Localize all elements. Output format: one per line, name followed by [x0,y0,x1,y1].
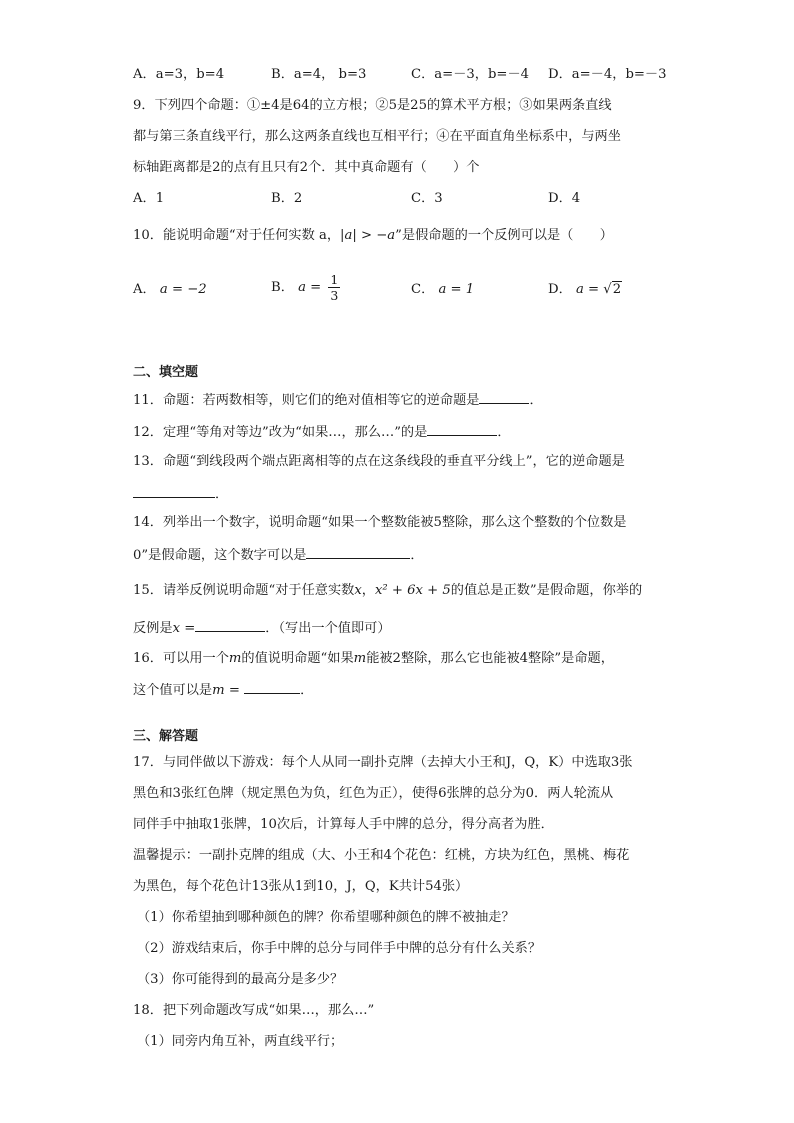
q10-option-a[interactable] [133,281,207,299]
q12-answer-blank[interactable] [427,422,497,436]
q16-end: ． [300,683,314,698]
q17-text-line-1: 17．与同伴做以下游戏：每个人从同一副扑克牌（去掉大小王和J，Q，K）中选取3张 [133,755,633,770]
q15-expression: x² + 6x + 5 [374,583,451,598]
q10-abs-open: | [340,228,345,243]
q15-eq: x = [172,621,196,636]
q9-text-line-3: 标轴距离都是2的点有且只有2个．其中真命题有（ ）个 [133,160,480,175]
q17-text-line-2: 黑色和3张红色牌（规定黑色为负，红色为正），使得6张牌的总分为0．两人轮流从 [133,786,614,801]
q8-option-d[interactable]: D．a=－4，b=－3 [548,67,667,82]
q9-text-line-2: 都与第三条直线平行，那么这两条直线也互相平行；④在平面直角坐标系中，与两坐 [133,129,621,144]
q15-suffix: 的值总是正数”是假命题，你举的 [450,583,643,598]
q9-option-b[interactable]: B．2 [271,191,303,206]
q10-option-c[interactable] [411,281,474,299]
q15-text-line-1: 15．请举反例说明命题“对于任意实数x，x² + 6x + 5的值总是正数”是假命题，你举的 [133,583,643,598]
q17-subquestion-2: （2）游戏结束后，你手中牌的总分与同伴手中牌的总分有什么关系？ [137,941,542,956]
q13-end: ． [215,487,229,502]
q10-option-c-label: C． [411,282,435,297]
q10-option-b-fraction [328,272,340,303]
q12-end: ． [497,425,511,440]
q9-option-d[interactable]: D．4 [548,191,581,206]
q11-answer-blank[interactable] [479,390,529,404]
q9-option-a[interactable]: A．1 [133,191,165,206]
q8-option-b[interactable]: B．a=4， b=3 [271,67,367,82]
q10-option-a-label: A． [133,282,156,297]
fraction-denominator: 3 [330,288,339,303]
q16-prefix: 16．可以用一个 [133,651,229,666]
q10-abs-var: a [344,228,353,243]
q10-option-b[interactable] [271,272,340,303]
q11-text: 11．命题：若两数相等，则它们的绝对值相等它的逆命题是 [133,393,480,408]
q17-subquestion-1: （1）你希望抽到哪种颜色的牌？你希望哪种颜色的牌不被抽走？ [137,910,515,925]
q9-option-c[interactable]: C．3 [411,191,443,206]
q16-eq: m = [212,683,240,698]
q16-line2-prefix: 这个值可以是 [133,683,213,698]
q16-text-line-1 [133,650,614,668]
q15-line2-prefix: 反例是 [133,621,173,636]
q17-text-line-3: 同伴手中抽取1张牌，10次后，计算每人手中牌的总分，得分高者为胜． [133,817,554,832]
q15-line2-suffix: ．（写出一个值即可） [265,621,391,636]
q14-end: ． [410,548,424,563]
sqrt-sign: √ [603,282,612,297]
q8-option-c[interactable]: C．a=－3，b=－4 [411,67,530,82]
q10-stem [133,227,613,245]
sqrt-radicand: 2 [612,282,622,297]
q10-option-a-expr: a = −2 [159,282,207,297]
q17-hint-line-1: 温馨提示：一副扑克牌的组成（大、小王和4个花色：红桃，方块为红色，黑桃、梅花 [133,848,630,863]
sqrt-icon [603,281,622,299]
q16-answer-blank[interactable] [244,680,300,694]
q16-var-m: m [228,651,242,666]
question-12 [133,422,511,442]
q17-hint-line-2: 为黑色，每个花色计13张从1到10，J，Q，K共计54张） [133,879,469,894]
q10-option-d[interactable] [548,281,622,299]
q10-option-d-label: D． [548,282,572,297]
q16-mid: 的值说明命题“如果 [241,651,354,666]
q10-inequality: > −a [356,228,396,243]
q13-answer-line [133,484,228,504]
question-11 [133,390,543,410]
q10-abs-close: | [352,228,357,243]
q15-var-x: x [354,583,362,598]
q16-text-line-2 [133,680,313,700]
q10-prefix: 10．能说明命题“对于任何实数 a， [133,228,341,243]
q10-option-c-expr: a = 1 [438,282,475,297]
q10-option-b-expr: a = [298,280,322,295]
q16-var-m2: m [353,651,367,666]
q16-suffix: 能被2整除，那么它也能被4整除”是命题， [366,651,614,666]
q10-option-d-expr: a = [575,282,600,297]
q10-option-b-label: B． [271,280,294,295]
fraction-numerator: 1 [330,272,339,287]
q12-text: 12．定理“等角对等边”改为“如果…，那么…”的是 [133,425,428,440]
q15-prefix: 15．请举反例说明命题“对于任意实数 [133,583,355,598]
q13-answer-blank[interactable] [133,484,215,498]
q13-text-line-1: 13．命题“到线段两个端点距离相等的点在这条线段的垂直平分线上”，它的逆命题是 [133,454,625,469]
section-heading-solve: 三、解答题 [133,729,199,744]
q14-text: 0”是假命题，这个数字可以是 [133,548,307,563]
q17-subquestion-3: （3）你可能得到的最高分是多少？ [137,972,344,987]
q14-answer-blank[interactable] [306,545,410,559]
q11-end: ． [529,393,543,408]
section-heading-fill-in: 二、填空题 [133,365,199,380]
q18-text-line-1: 18．把下列命题改写成“如果…，那么…” [133,1003,375,1018]
q18-subquestion-1: （1）同旁内角互补，两直线平行； [137,1034,344,1049]
q14-text-line-2 [133,545,424,565]
q15-answer-blank[interactable] [195,618,265,632]
q10-suffix: ”是假命题的一个反例可以是（ ） [395,228,613,243]
q9-text-line-1: 9．下列四个命题：①±4是64的立方根；②5是25的算术平方根；③如果两条直线 [133,98,612,113]
q15-text-line-2 [133,618,391,638]
q14-text-line-1: 14．列举出一个数字，说明命题“如果一个整数能被5整除，那么这个整数的个位数是 [133,515,627,530]
q8-option-a[interactable]: A．a=3，b=4 [133,67,225,82]
